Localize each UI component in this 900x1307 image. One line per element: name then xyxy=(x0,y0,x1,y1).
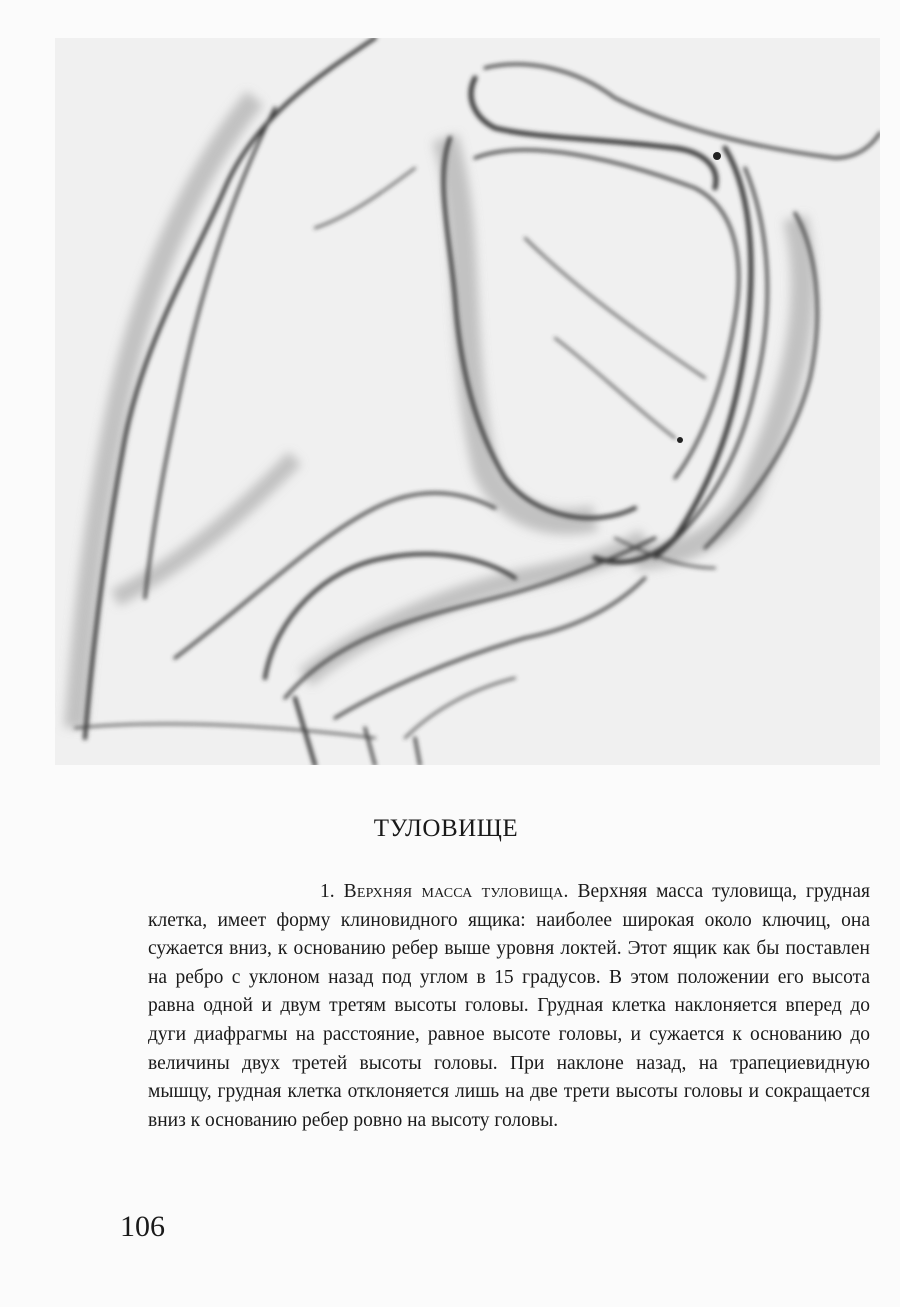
section-title-text: ТУЛОВИЩЕ xyxy=(373,815,519,842)
section-title xyxy=(0,815,900,843)
torso-sketch-illustration xyxy=(55,38,880,765)
torso-sketch-icon xyxy=(55,38,880,765)
page-number: 106 xyxy=(120,1210,165,1243)
paragraph-number: 1. xyxy=(320,881,335,902)
paragraph-text: Верхняя масса туловища, грудная клетка, имеет форму клиновидного ящика: наиболее широкая около ключиц, она сужается вниз, к основанию ребер выше уровня локтей. Этот ящик как бы поставлен на ребро с уклоном назад под углом в 15 градусов. В этом положении его высота равна одной и двум третям высоты головы. Грудная клетка наклоняется вперед до дуги диафрагмы на расстояние, равное высоте головы, и сужается к основанию до величины двух третей высоты головы. При наклоне назад, на трапециевидную мышцу, грудная клетка отклоняется лишь на две трети высоты головы и сокращается вниз к основанию ребер ровно на высоту головы. xyxy=(148,881,870,1131)
body-paragraph xyxy=(148,878,870,1135)
paragraph-lead-in: Верхняя масса туловища. xyxy=(343,881,569,902)
